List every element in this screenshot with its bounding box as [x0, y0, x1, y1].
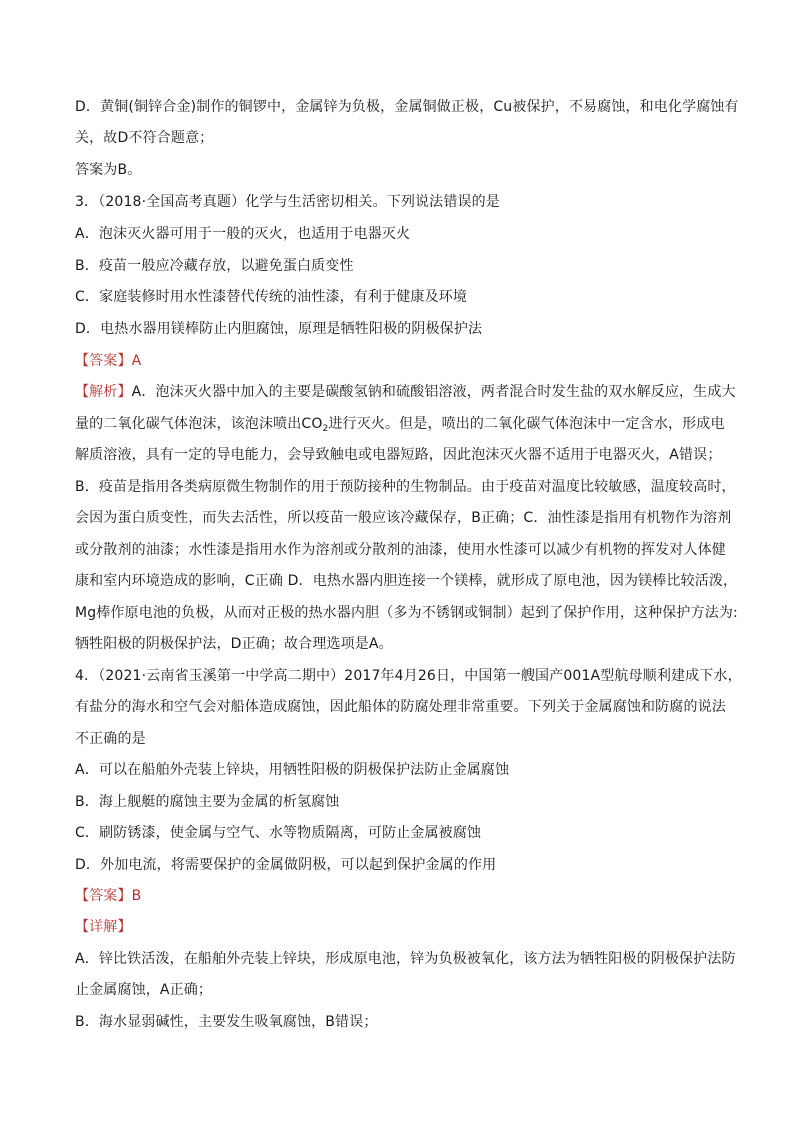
q3-option-d: D．电热水器用镁棒防止内胆腐蚀，原理是牺牲阳极的阴极保护法: [75, 321, 483, 337]
q3-analysis-line1: [75, 382, 736, 402]
q4-detail-line3: B．海水显弱碱性，主要发生吸氧腐蚀，B错误；: [75, 1014, 378, 1030]
q3-analysis-line6: 或分散剂的油漆；水性漆是指用水作为溶剂或分散剂的油漆，使用水性漆可以减少有机物的挥发对人体健: [75, 542, 726, 558]
q4-stem-line3: 不正确的是: [75, 731, 146, 747]
co2-subscript: 2: [322, 424, 329, 434]
q3-analysis-line3: 解质溶液，具有一定的导电能力，会导致触电或电器短路，因此泡沫灭火器不适用于电器灭火，A错误；: [75, 447, 722, 463]
q4-option-a: A．可以在船舶外壳装上锌块，用牺牲阳极的阴极保护法防止金属腐蚀: [75, 762, 510, 778]
q3-analysis-line5: 会因为蛋白质变性，而失去活性，所以疫苗一般应该冷藏保存，B正确；C．油性漆是指用有机物作为溶剂: [75, 510, 732, 526]
q3-answer-value: A: [131, 353, 142, 369]
q3-stem: 3．（2018·全国高考真题）化学与生活密切相关。下列说法错误的是: [75, 194, 500, 210]
q4-stem-line1: 4．（2021·云南省玉溪第一中学高二期中）2017年4月26日，中国第一艘国产001A型航母顺利建成下水，: [75, 668, 742, 684]
q3-option-c: C．家庭装修时用水性漆替代传统的油性漆，有利于健康及环境: [75, 289, 467, 305]
q4-answer: [75, 886, 141, 906]
q3-analysis-line9: 牺牲阳极的阴极保护法，D正确；故合理选项是A。: [75, 636, 393, 652]
q3-analysis-label: 【解析】: [75, 384, 132, 400]
prev-option-d-line1: D．黄铜(铜锌合金)制作的铜锣中，金属锌为负极，金属铜做正极，Cu被保护，不易腐蚀，和电化学腐蚀有: [75, 99, 739, 115]
q4-answer-value: B: [131, 888, 142, 904]
q4-detail-line1: A．锌比铁活泼，在船舶外壳装上锌块，形成原电池，锌为负极被氧化，该方法为牺牲阳极的阴极保护法防: [75, 951, 736, 967]
q4-option-b: B．海上舰艇的腐蚀主要为金属的析氢腐蚀: [75, 794, 340, 810]
q4-option-c: C．刷防锈漆，使金属与空气、水等物质隔离，可防止金属被腐蚀: [75, 825, 482, 841]
q3-answer-label: 【答案】: [75, 353, 132, 369]
q3-analysis-line8: Mg棒作原电池的负极，从而对正极的热水器内胆（多为不锈钢或铜制）起到了保护作用，这种保护方法为:: [75, 605, 738, 621]
q3-analysis-text2b: 进行灭火。但是，喷出的二氧化碳气体泡沫中一定含水，形成电: [328, 416, 725, 432]
q3-analysis-text1: A．泡沫灭火器中加入的主要是碳酸氢钠和硫酸铝溶液，两者混合时发生盐的双水解反应，生成大: [131, 384, 736, 400]
q3-analysis-line7: 康和室内环境造成的影响，C正确 D．电热水器内胆连接一个镁棒，就形成了原电池，因为镁棒比较活泼，: [75, 573, 738, 589]
q3-answer: [75, 351, 141, 371]
prev-option-d-line2: 关，故D不符合题意；: [75, 130, 214, 146]
q4-option-d: D．外加电流，将需要保护的金属做阴极，可以起到保护金属的作用: [75, 857, 497, 873]
q4-detail-line2: 止金属腐蚀，A正确；: [75, 982, 213, 998]
q3-option-a: A．泡沫灭火器可用于一般的灭火，也适用于电器灭火: [75, 226, 411, 242]
q4-answer-label: 【答案】: [75, 888, 132, 904]
prev-answer-line: 答案为B。: [75, 162, 142, 178]
q3-option-b: B．疫苗一般应冷藏存放，以避免蛋白质变性: [75, 258, 354, 274]
q3-analysis-line2: [75, 414, 725, 434]
q4-stem-line2: 有盐分的海水和空气会对船体造成腐蚀，因此船体的防腐处理非常重要。下列关于金属腐蚀和防腐的说法: [75, 699, 726, 715]
q3-analysis-line4: B．疫苗是指用各类病原微生物制作的用于预防接种的生物制品。由于疫苗对温度比较敏感，温度较高时，: [75, 479, 736, 495]
q4-detail-label: 【详解】: [75, 919, 132, 935]
q3-analysis-text2a: 量的二氧化碳气体泡沫，该泡沫喷出CO: [75, 416, 323, 432]
